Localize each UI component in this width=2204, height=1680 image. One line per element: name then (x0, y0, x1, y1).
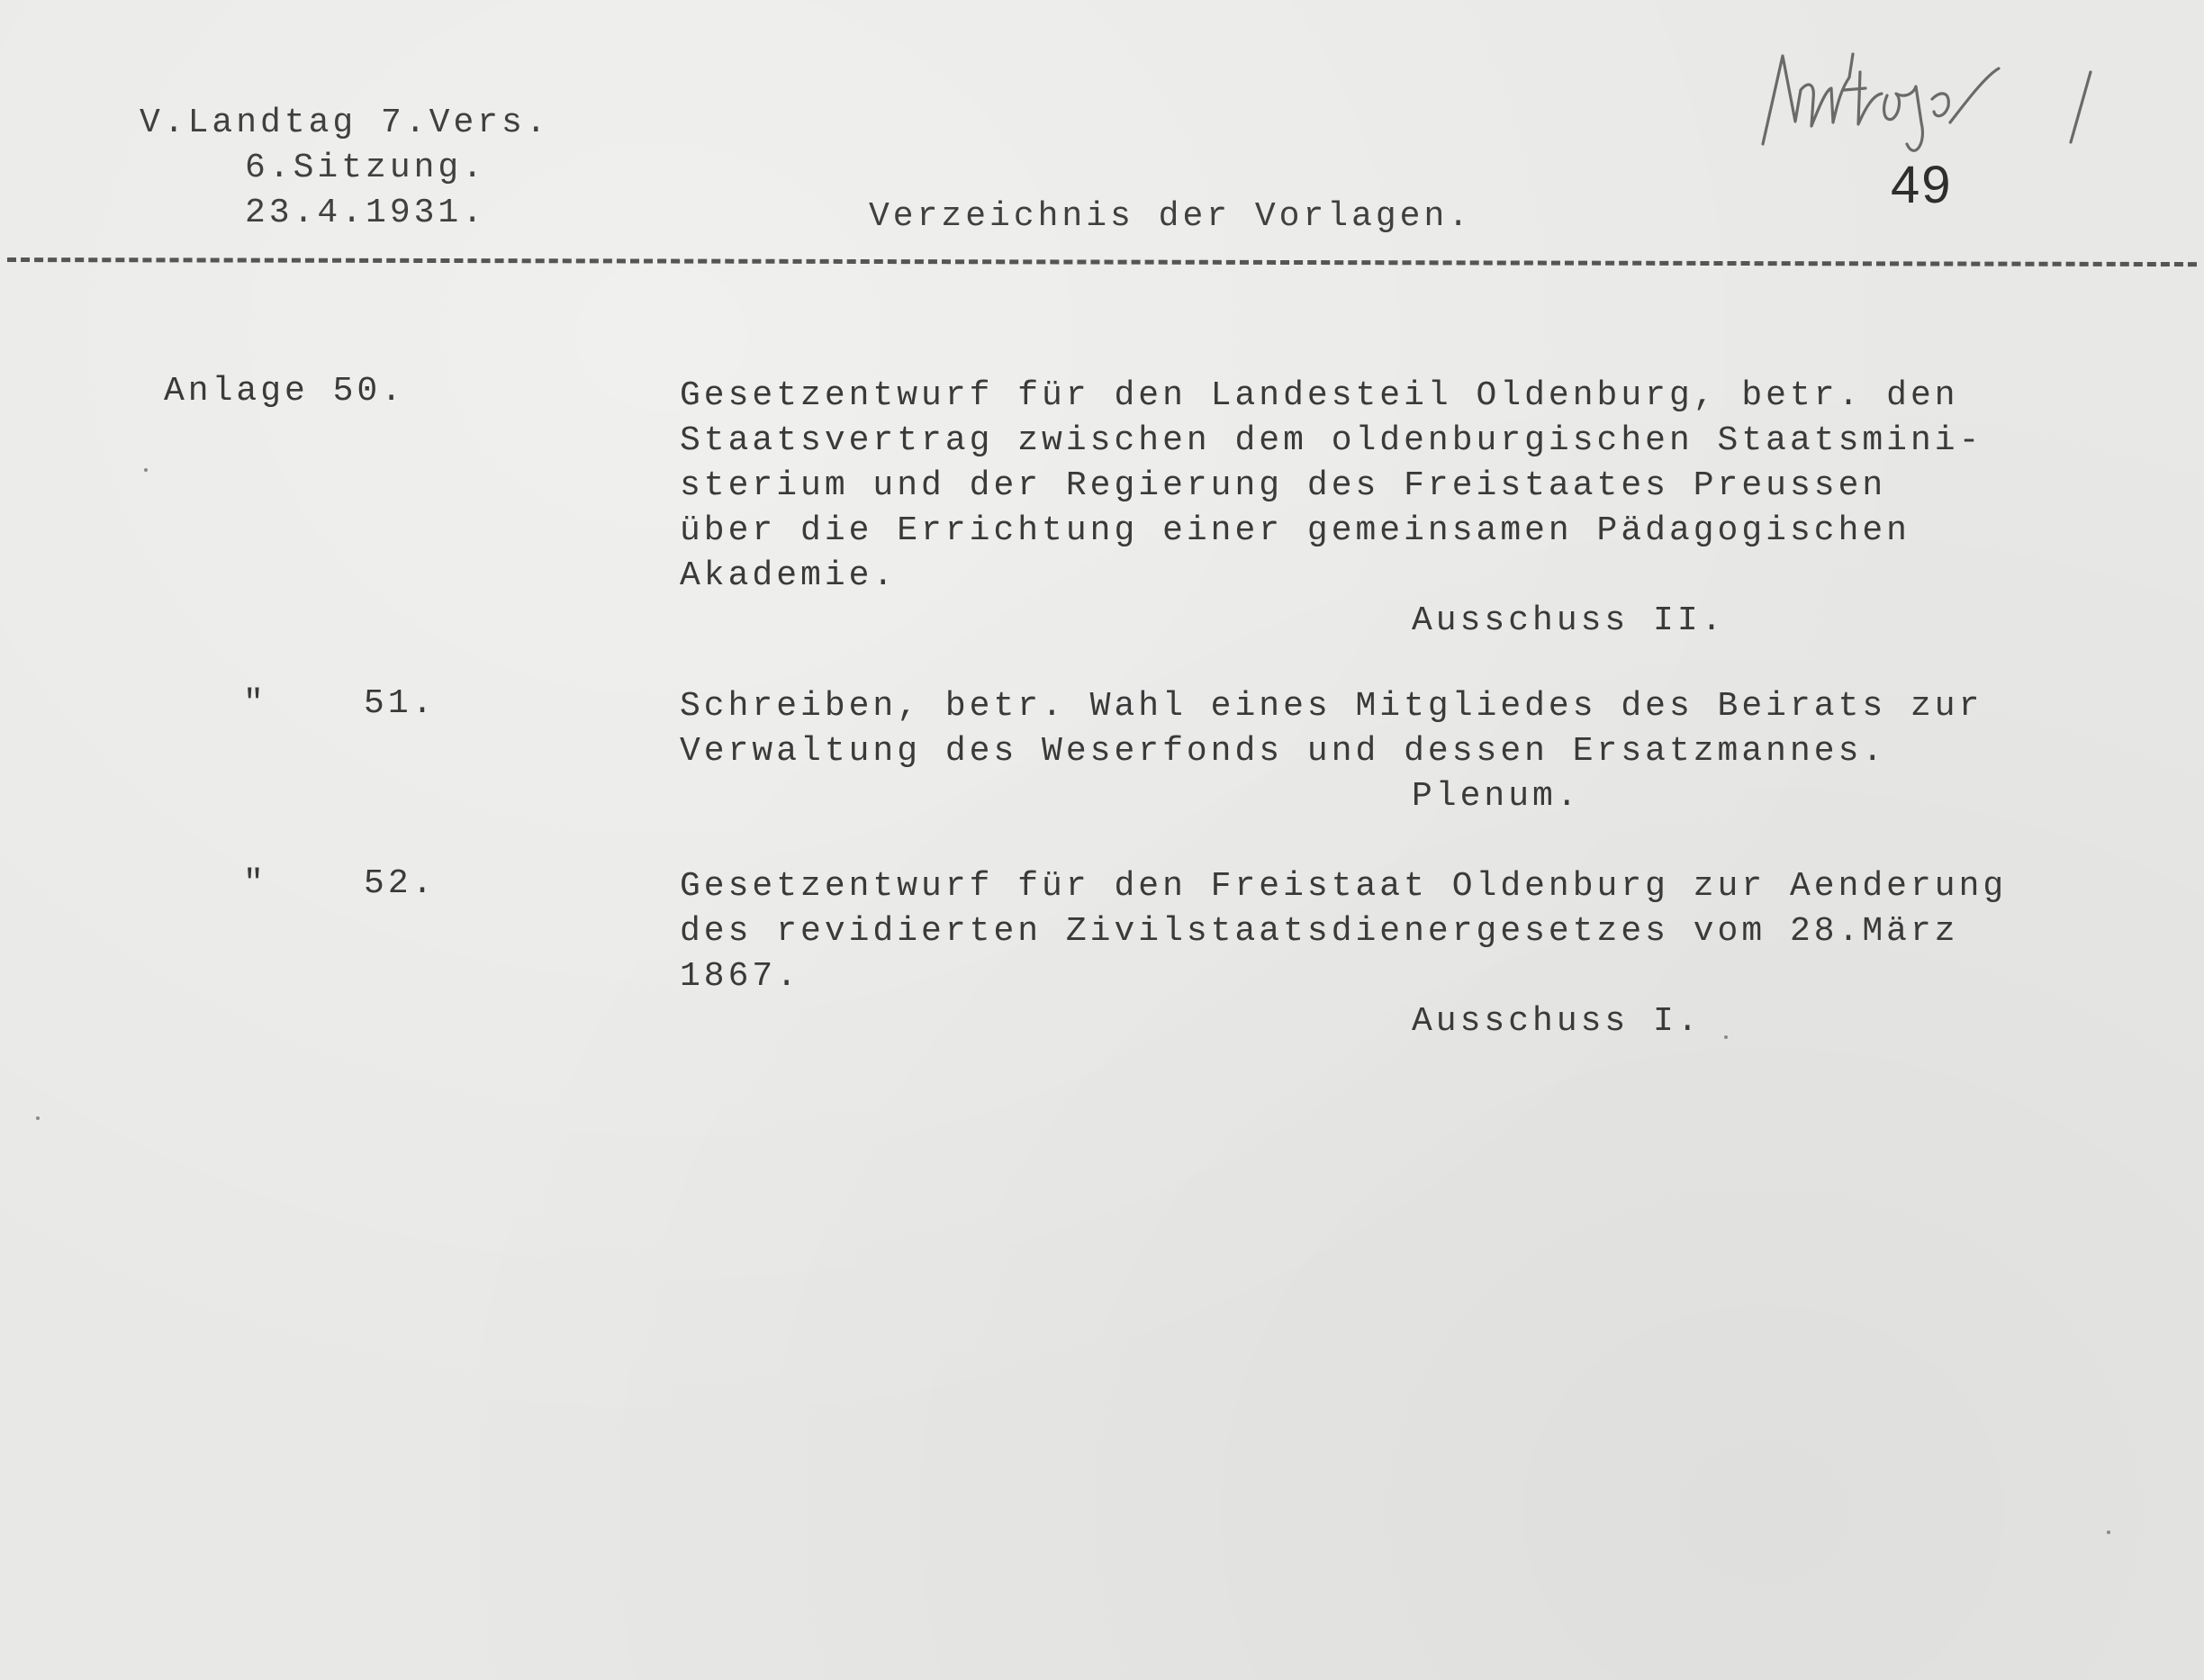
header-session-line: V.Landtag 7.Vers. (140, 104, 550, 142)
entry-text-line: Gesetzentwurf für den Landesteil Oldenburg, betr. den (680, 376, 1959, 415)
entry-label: " 51. (243, 684, 437, 723)
entry-text-line: Verwaltung des Weserfonds und dessen Ersatzmannes. (680, 732, 1887, 771)
handwritten-annotation (1756, 36, 2134, 171)
paper-speck (2107, 1531, 2110, 1534)
header-date-line: 23.4.1931. (245, 194, 487, 232)
entry-text-line: Staatsvertrag zwischen dem oldenburgischen Staatsmini- (680, 421, 1983, 460)
paper-speck (144, 468, 148, 472)
entry-committee: Plenum. (1412, 777, 1581, 816)
entry-committee: Ausschuss II. (1412, 601, 1726, 640)
entry-label: " 52. (243, 864, 437, 903)
entry-text-line: 1867. (680, 957, 801, 996)
page-number: 49 (1891, 156, 1953, 214)
entry-label: Anlage 50. (164, 372, 406, 411)
document-title: Verzeichnis der Vorlagen. (869, 197, 1473, 236)
paper-speck (36, 1116, 40, 1120)
dashed-divider (7, 257, 2197, 266)
paper-speck (1724, 1035, 1728, 1039)
entry-text-line: Schreiben, betr. Wahl eines Mitgliedes des Beirats zur (680, 687, 1983, 726)
header-sitting-line: 6.Sitzung. (245, 149, 487, 187)
entry-text-line: über die Errichtung einer gemeinsamen Pädagogischen (680, 511, 1910, 550)
entry-text-line: Gesetzentwurf für den Freistaat Oldenburg zur Aenderung (680, 867, 2008, 906)
entry-committee: Ausschuss I. (1412, 1002, 1702, 1041)
entry-text-line: Akademie. (680, 556, 898, 595)
entry-text-line: des revidierten Zivilstaatsdienergesetzes vom 28.März (680, 912, 1959, 951)
entry-text-line: sterium und der Regierung des Freistaates Preussen (680, 466, 1887, 505)
